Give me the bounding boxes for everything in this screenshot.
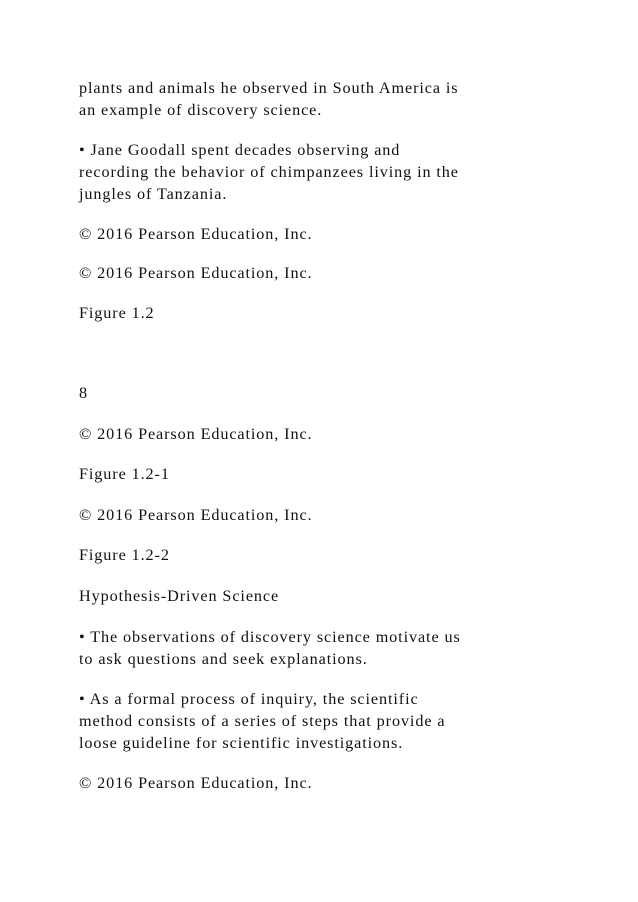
figure-caption: Figure 1.2: [79, 304, 155, 322]
body-text-line: recording the behavior of chimpanzees living in the: [79, 163, 459, 181]
section-heading: Hypothesis-Driven Science: [79, 587, 280, 605]
bullet-text-line: • As a formal process of inquiry, the scientific: [79, 690, 419, 708]
copyright-line: © 2016 Pearson Education, Inc.: [79, 425, 313, 443]
copyright-line: © 2016 Pearson Education, Inc.: [79, 506, 313, 524]
body-text-line: to ask questions and seek explanations.: [79, 650, 368, 668]
body-text-line: method consists of a series of steps that provide a: [79, 712, 446, 730]
figure-caption: Figure 1.2-2: [79, 546, 170, 564]
copyright-line: © 2016 Pearson Education, Inc.: [79, 225, 313, 243]
body-text-line: jungles of Tanzania.: [79, 185, 228, 203]
copyright-line: © 2016 Pearson Education, Inc.: [79, 264, 313, 282]
figure-caption: Figure 1.2-1: [79, 465, 170, 483]
bullet-text-line: • The observations of discovery science motivate us: [79, 628, 461, 646]
body-text-line: plants and animals he observed in South America is: [79, 79, 459, 97]
body-text-line: an example of discovery science.: [79, 101, 323, 119]
copyright-line: © 2016 Pearson Education, Inc.: [79, 774, 313, 792]
slide-number: 8: [79, 384, 88, 402]
body-text-line: loose guideline for scientific investigations.: [79, 734, 404, 752]
bullet-text-line: • Jane Goodall spent decades observing and: [79, 141, 401, 159]
